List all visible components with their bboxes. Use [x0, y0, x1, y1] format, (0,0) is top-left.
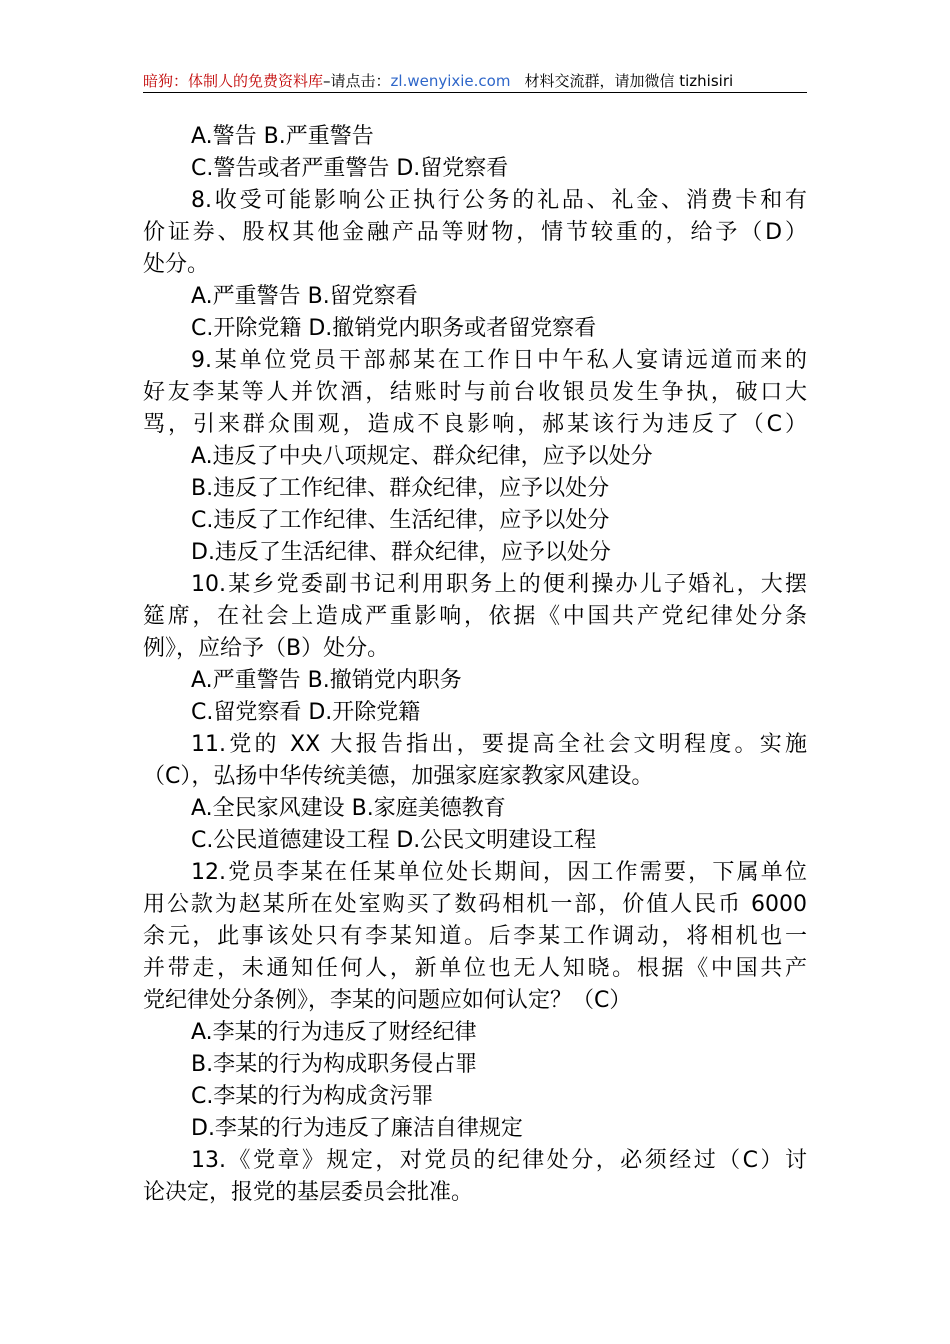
text-line: 例》，应给予（B）处分。: [143, 636, 390, 661]
text-line: 11.党的 XX 大报告指出，要提高全社会文明程度。实施: [191, 732, 807, 757]
page-header: [143, 70, 807, 93]
text-line: A.警告 B.严重警告: [191, 124, 374, 149]
text-line: B.违反了工作纪律、群众纪律，应予以处分: [191, 476, 610, 501]
text-line: A.严重警告 B.撤销党内职务: [191, 668, 462, 693]
text-line: 价证券、股权其他金融产品等财物，情节较重的，给予（D）: [143, 220, 807, 245]
text-line: 余元，此事该处只有李某知道。后李某工作调动，将相机也一: [143, 924, 807, 949]
header-prompt: –请点击：: [323, 72, 391, 90]
text-line: C.违反了工作纪律、生活纪律，应予以处分: [191, 508, 610, 533]
text-line: 用公款为赵某所在处室购买了数码相机一部，价值人民币 6000: [143, 892, 807, 917]
text-line: A.李某的行为违反了财经纪律: [191, 1020, 477, 1045]
text-line: 处分。: [143, 252, 210, 277]
text-line: 党纪律处分条例》，李某的问题应如何认定？（C）: [143, 988, 632, 1013]
text-line: 12.党员李某在任某单位处长期间，因工作需要，下属单位: [191, 860, 807, 885]
text-line: 好友李某等人并饮酒，结账时与前台收银员发生争执，破口大: [143, 380, 807, 405]
text-line: A.严重警告 B.留党察看: [191, 284, 418, 309]
text-line: C.公民道德建设工程 D.公民文明建设工程: [191, 828, 597, 853]
header-brand: 暗狗：体制人的免费资料库: [143, 72, 324, 90]
text-line: 10.某乡党委副书记利用职务上的便利操办儿子婚礼，大摆: [191, 572, 807, 597]
text-line: 并带走，未通知任何人，新单位也无人知晓。根据《中国共产: [143, 956, 807, 981]
text-line: C.开除党籍 D.撤销党内职务或者留党察看: [191, 316, 597, 341]
text-line: 8.收受可能影响公正执行公务的礼品、礼金、消费卡和有: [191, 188, 807, 213]
header-link[interactable]: zl.wenyixie.com: [390, 72, 511, 90]
text-line: 9.某单位党员干部郝某在工作日中午私人宴请远道而来的: [191, 348, 807, 373]
text-line: D.李某的行为违反了廉洁自律规定: [191, 1116, 523, 1141]
document-body: [143, 121, 807, 1209]
text-line: D.违反了生活纪律、群众纪律，应予以处分: [191, 540, 611, 565]
text-line: 13.《党章》规定，对党员的纪律处分，必须经过（C）讨: [191, 1148, 807, 1173]
text-line: B.李某的行为构成职务侵占罪: [191, 1052, 478, 1077]
text-line: C.留党察看 D.开除党籍: [191, 700, 421, 725]
text-line: A.全民家风建设 B.家庭美德教育: [191, 796, 506, 821]
text-line: A.违反了中央八项规定、群众纪律，应予以处分: [191, 444, 653, 469]
text-line: C.警告或者严重警告 D.留党察看: [191, 156, 509, 181]
text-line: （C），弘扬中华传统美德，加强家庭家教家风建设。: [143, 764, 654, 789]
header-group-note: 材料交流群，请加微信 tizhisiri: [524, 72, 734, 90]
text-line: 骂，引来群众围观，造成不良影响，郝某该行为违反了（C）: [143, 412, 807, 437]
text-line: 论决定，报党的基层委员会批准。: [143, 1180, 474, 1205]
text-line: C.李某的行为构成贪污罪: [191, 1084, 434, 1109]
text-line: 筵席，在社会上造成严重影响，依据《中国共产党纪律处分条: [143, 604, 807, 629]
